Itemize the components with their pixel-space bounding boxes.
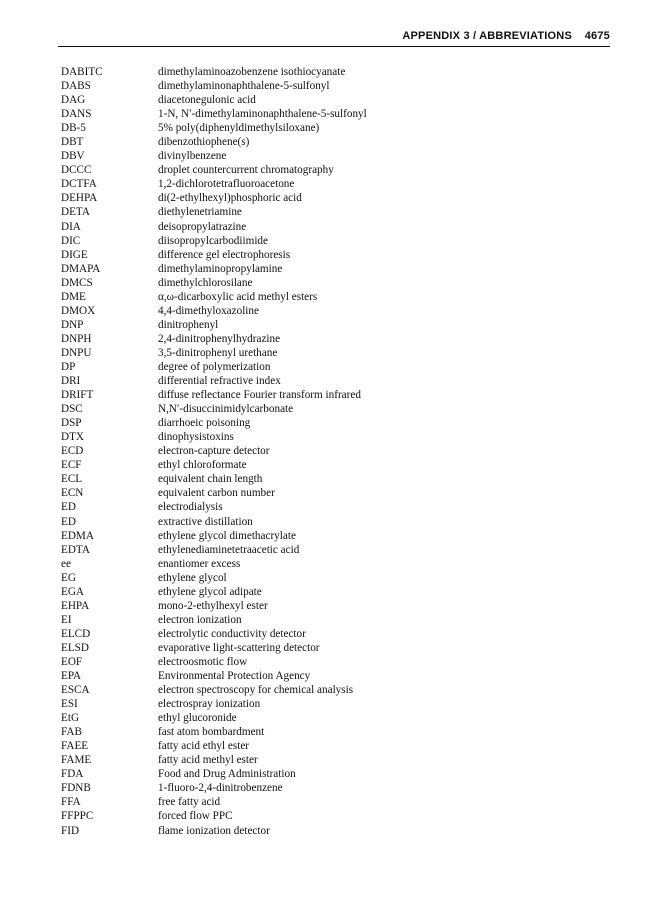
list-item (61, 360, 601, 374)
header-title: APPENDIX 3 / ABBREVIATIONS (402, 30, 572, 42)
abbreviation-definition: extractive distillation (158, 515, 253, 528)
abbreviation-definition: 5% poly(diphenyldimethylsiloxane) (158, 122, 320, 135)
list-item (61, 416, 601, 430)
abbreviation-term: DIGE (61, 248, 88, 261)
abbreviation-term: ee (61, 557, 71, 570)
abbreviation-term: EPA (61, 670, 82, 683)
abbreviation-term: EtG (61, 712, 80, 725)
abbreviation-term: ECD (61, 445, 84, 458)
list-item (61, 135, 601, 149)
list-item (61, 486, 601, 500)
page-number: 4675 (584, 30, 610, 42)
abbreviation-definition: mono-2-ethylhexyl ester (158, 599, 268, 612)
list-item (61, 234, 601, 248)
list-item (61, 276, 601, 290)
abbreviation-definition: electron-capture detector (158, 445, 270, 458)
abbreviation-term: DTX (61, 431, 84, 444)
list-item (61, 121, 601, 135)
abbreviation-term: ECF (61, 459, 82, 472)
list-item (61, 93, 601, 107)
list-item (61, 824, 601, 838)
list-item (61, 458, 601, 472)
abbreviation-term: DCTFA (61, 178, 97, 191)
abbreviation-term: DNPU (61, 346, 92, 359)
abbreviation-term: DNPH (61, 332, 92, 345)
abbreviation-definition: ethyl glucoronide (158, 712, 237, 725)
abbreviation-definition: 3,5-dinitrophenyl urethane (158, 346, 278, 359)
list-item (61, 107, 601, 121)
abbreviation-term: DIA (61, 220, 81, 233)
abbreviation-term: FFPPC (61, 810, 94, 823)
abbreviation-definition: degree of polymerization (158, 360, 271, 373)
list-item (61, 683, 601, 697)
abbreviation-definition: free fatty acid (158, 796, 221, 809)
abbreviation-list (61, 65, 601, 838)
abbreviation-definition: 1-fluoro-2,4-dinitrobenzene (158, 782, 283, 795)
list-item (61, 220, 601, 234)
list-item (61, 332, 601, 346)
list-item (61, 571, 601, 585)
list-item (61, 500, 601, 514)
abbreviation-term: FDNB (61, 782, 91, 795)
abbreviation-term: DEHPA (61, 192, 98, 205)
abbreviation-term: DSP (61, 417, 82, 430)
abbreviation-definition: equivalent chain length (158, 473, 263, 486)
abbreviation-term: FDA (61, 768, 84, 781)
abbreviation-definition: 2,4-dinitrophenylhydrazine (158, 332, 281, 345)
abbreviation-definition: diethylenetriamine (158, 206, 242, 219)
abbreviation-definition: Environmental Protection Agency (158, 670, 311, 683)
list-item (61, 599, 601, 613)
abbreviation-definition: electron spectroscopy for chemical analysis (158, 684, 354, 697)
abbreviation-term: ELSD (61, 641, 89, 654)
list-item (61, 753, 601, 767)
abbreviation-term: DBV (61, 150, 85, 163)
abbreviation-term: DSC (61, 403, 83, 416)
abbreviation-term: FAME (61, 754, 92, 767)
abbreviation-term: DB-5 (61, 122, 86, 135)
abbreviation-definition: diarrhoeic poisoning (158, 417, 251, 430)
list-item (61, 430, 601, 444)
abbreviation-term: ECN (61, 487, 84, 500)
list-item (61, 739, 601, 753)
abbreviation-definition: diisopropylcarbodiimide (158, 234, 268, 247)
abbreviation-definition: evaporative light-scattering detector (158, 641, 320, 654)
list-item (61, 79, 601, 93)
abbreviation-definition: differential refractive index (158, 375, 281, 388)
list-item (61, 374, 601, 388)
abbreviation-definition: dimethylaminopropylamine (158, 262, 283, 275)
abbreviation-term: ECL (61, 473, 83, 486)
list-item (61, 149, 601, 163)
abbreviation-term: DP (61, 360, 76, 373)
list-item (61, 205, 601, 219)
abbreviation-definition: 4,4-dimethyloxazoline (158, 304, 259, 317)
abbreviation-definition: electrolytic conductivity detector (158, 627, 306, 640)
list-item (61, 444, 601, 458)
abbreviation-term: ESI (61, 698, 78, 711)
abbreviation-definition: dimethylaminoazobenzene isothiocyanate (158, 66, 346, 78)
abbreviation-definition: dimethylaminonaphthalene-5-sulfonyl (158, 80, 330, 93)
list-item (61, 346, 601, 360)
abbreviation-term: DMCS (61, 276, 93, 289)
abbreviation-definition: fatty acid methyl ester (158, 754, 258, 767)
abbreviation-term: EG (61, 571, 76, 584)
abbreviation-definition: dibenzothiophene(s) (158, 136, 250, 149)
abbreviation-term: ESCA (61, 684, 90, 697)
abbreviation-term: DETA (61, 206, 90, 219)
abbreviation-definition: difference gel electrophoresis (158, 248, 291, 261)
abbreviation-term: FFA (61, 796, 81, 809)
abbreviation-term: EHPA (61, 599, 90, 612)
abbreviation-term: DRIFT (61, 389, 94, 402)
abbreviation-term: FID (61, 824, 80, 837)
abbreviation-definition: 1-N, N′-dimethylaminonaphthalene-5-sulfonyl (158, 108, 367, 121)
abbreviation-definition: di(2-ethylhexyl)phosphoric acid (158, 192, 302, 205)
abbreviation-definition: electroosmotic flow (158, 655, 248, 668)
list-item (61, 669, 601, 683)
abbreviation-term: DMOX (61, 304, 96, 317)
list-item (61, 191, 601, 205)
abbreviation-term: DABS (61, 80, 91, 93)
list-item (61, 641, 601, 655)
list-item (61, 65, 601, 79)
abbreviation-term: EGA (61, 585, 84, 598)
abbreviation-definition: flame ionization detector (158, 824, 270, 837)
list-item (61, 262, 601, 276)
abbreviation-definition: divinylbenzene (158, 150, 227, 163)
abbreviation-term: DRI (61, 375, 81, 388)
abbreviation-term: DIC (61, 234, 81, 247)
list-item (61, 795, 601, 809)
abbreviation-definition: diffuse reflectance Fourier transform infrared (158, 389, 361, 402)
abbreviation-definition: ethylene glycol (158, 571, 227, 584)
list-item (61, 388, 601, 402)
abbreviation-term: FAEE (61, 740, 89, 753)
abbreviation-term: FAB (61, 726, 82, 739)
list-item (61, 655, 601, 669)
abbreviation-definition: diacetonegulonic acid (158, 94, 256, 107)
abbreviation-definition: electrodialysis (158, 501, 223, 514)
list-item (61, 557, 601, 571)
abbreviation-term: DAG (61, 94, 86, 107)
list-item (61, 402, 601, 416)
list-item (61, 711, 601, 725)
abbreviation-definition: α,ω-dicarboxylic acid methyl esters (158, 290, 318, 303)
list-item (61, 290, 601, 304)
list-item (61, 725, 601, 739)
abbreviation-definition: fast atom bombardment (158, 726, 265, 739)
list-item (61, 318, 601, 332)
abbreviation-term: EDTA (61, 543, 90, 556)
abbreviation-definition: electrospray ionization (158, 698, 261, 711)
list-item (61, 248, 601, 262)
abbreviation-term: DBT (61, 136, 84, 149)
list-item (61, 781, 601, 795)
abbreviation-definition: forced flow PPC (158, 810, 233, 823)
abbreviation-definition: ethylenediaminetetraacetic acid (158, 543, 300, 556)
abbreviation-term: ELCD (61, 627, 91, 640)
abbreviation-definition: enantiomer excess (158, 557, 241, 570)
abbreviation-term: ED (61, 515, 76, 528)
abbreviation-term: EOF (61, 655, 83, 668)
abbreviation-term: EI (61, 613, 72, 626)
list-item (61, 515, 601, 529)
list-item (61, 809, 601, 823)
abbreviation-definition: ethyl chloroformate (158, 459, 247, 472)
list-item (61, 697, 601, 711)
abbreviation-term: DCCC (61, 164, 92, 177)
abbreviation-definition: fatty acid ethyl ester (158, 740, 250, 753)
running-header (58, 30, 610, 47)
list-item (61, 529, 601, 543)
list-item (61, 543, 601, 557)
abbreviation-term: DANS (61, 108, 92, 121)
list-item (61, 627, 601, 641)
abbreviation-term: DNP (61, 318, 84, 331)
abbreviation-term: ED (61, 501, 76, 514)
abbreviation-definition: dinophysistoxins (158, 431, 234, 444)
abbreviation-term: EDMA (61, 529, 94, 542)
list-item (61, 177, 601, 191)
abbreviation-definition: ethylene glycol adipate (158, 585, 262, 598)
list-item (61, 767, 601, 781)
list-item (61, 472, 601, 486)
list-item (61, 585, 601, 599)
abbreviation-definition: N,N′-disuccinimidylcarbonate (158, 403, 294, 416)
abbreviation-definition: droplet countercurrent chromatography (158, 164, 334, 177)
abbreviation-definition: Food and Drug Administration (158, 768, 296, 781)
abbreviation-term: DME (61, 290, 86, 303)
abbreviation-definition: ethylene glycol dimethacrylate (158, 529, 296, 542)
abbreviation-definition: electron ionization (158, 613, 242, 626)
abbreviation-definition: dimethylchlorosilane (158, 276, 253, 289)
abbreviation-definition: deisopropylatrazine (158, 220, 247, 233)
abbreviation-term: DABITC (61, 66, 103, 78)
abbreviation-definition: equivalent carbon number (158, 487, 275, 500)
list-item (61, 304, 601, 318)
abbreviation-definition: dinitrophenyl (158, 318, 219, 331)
list-item (61, 613, 601, 627)
abbreviation-term: DMAPA (61, 262, 101, 275)
abbreviation-definition: 1,2-dichlorotetrafluoroacetone (158, 178, 295, 191)
list-item (61, 163, 601, 177)
